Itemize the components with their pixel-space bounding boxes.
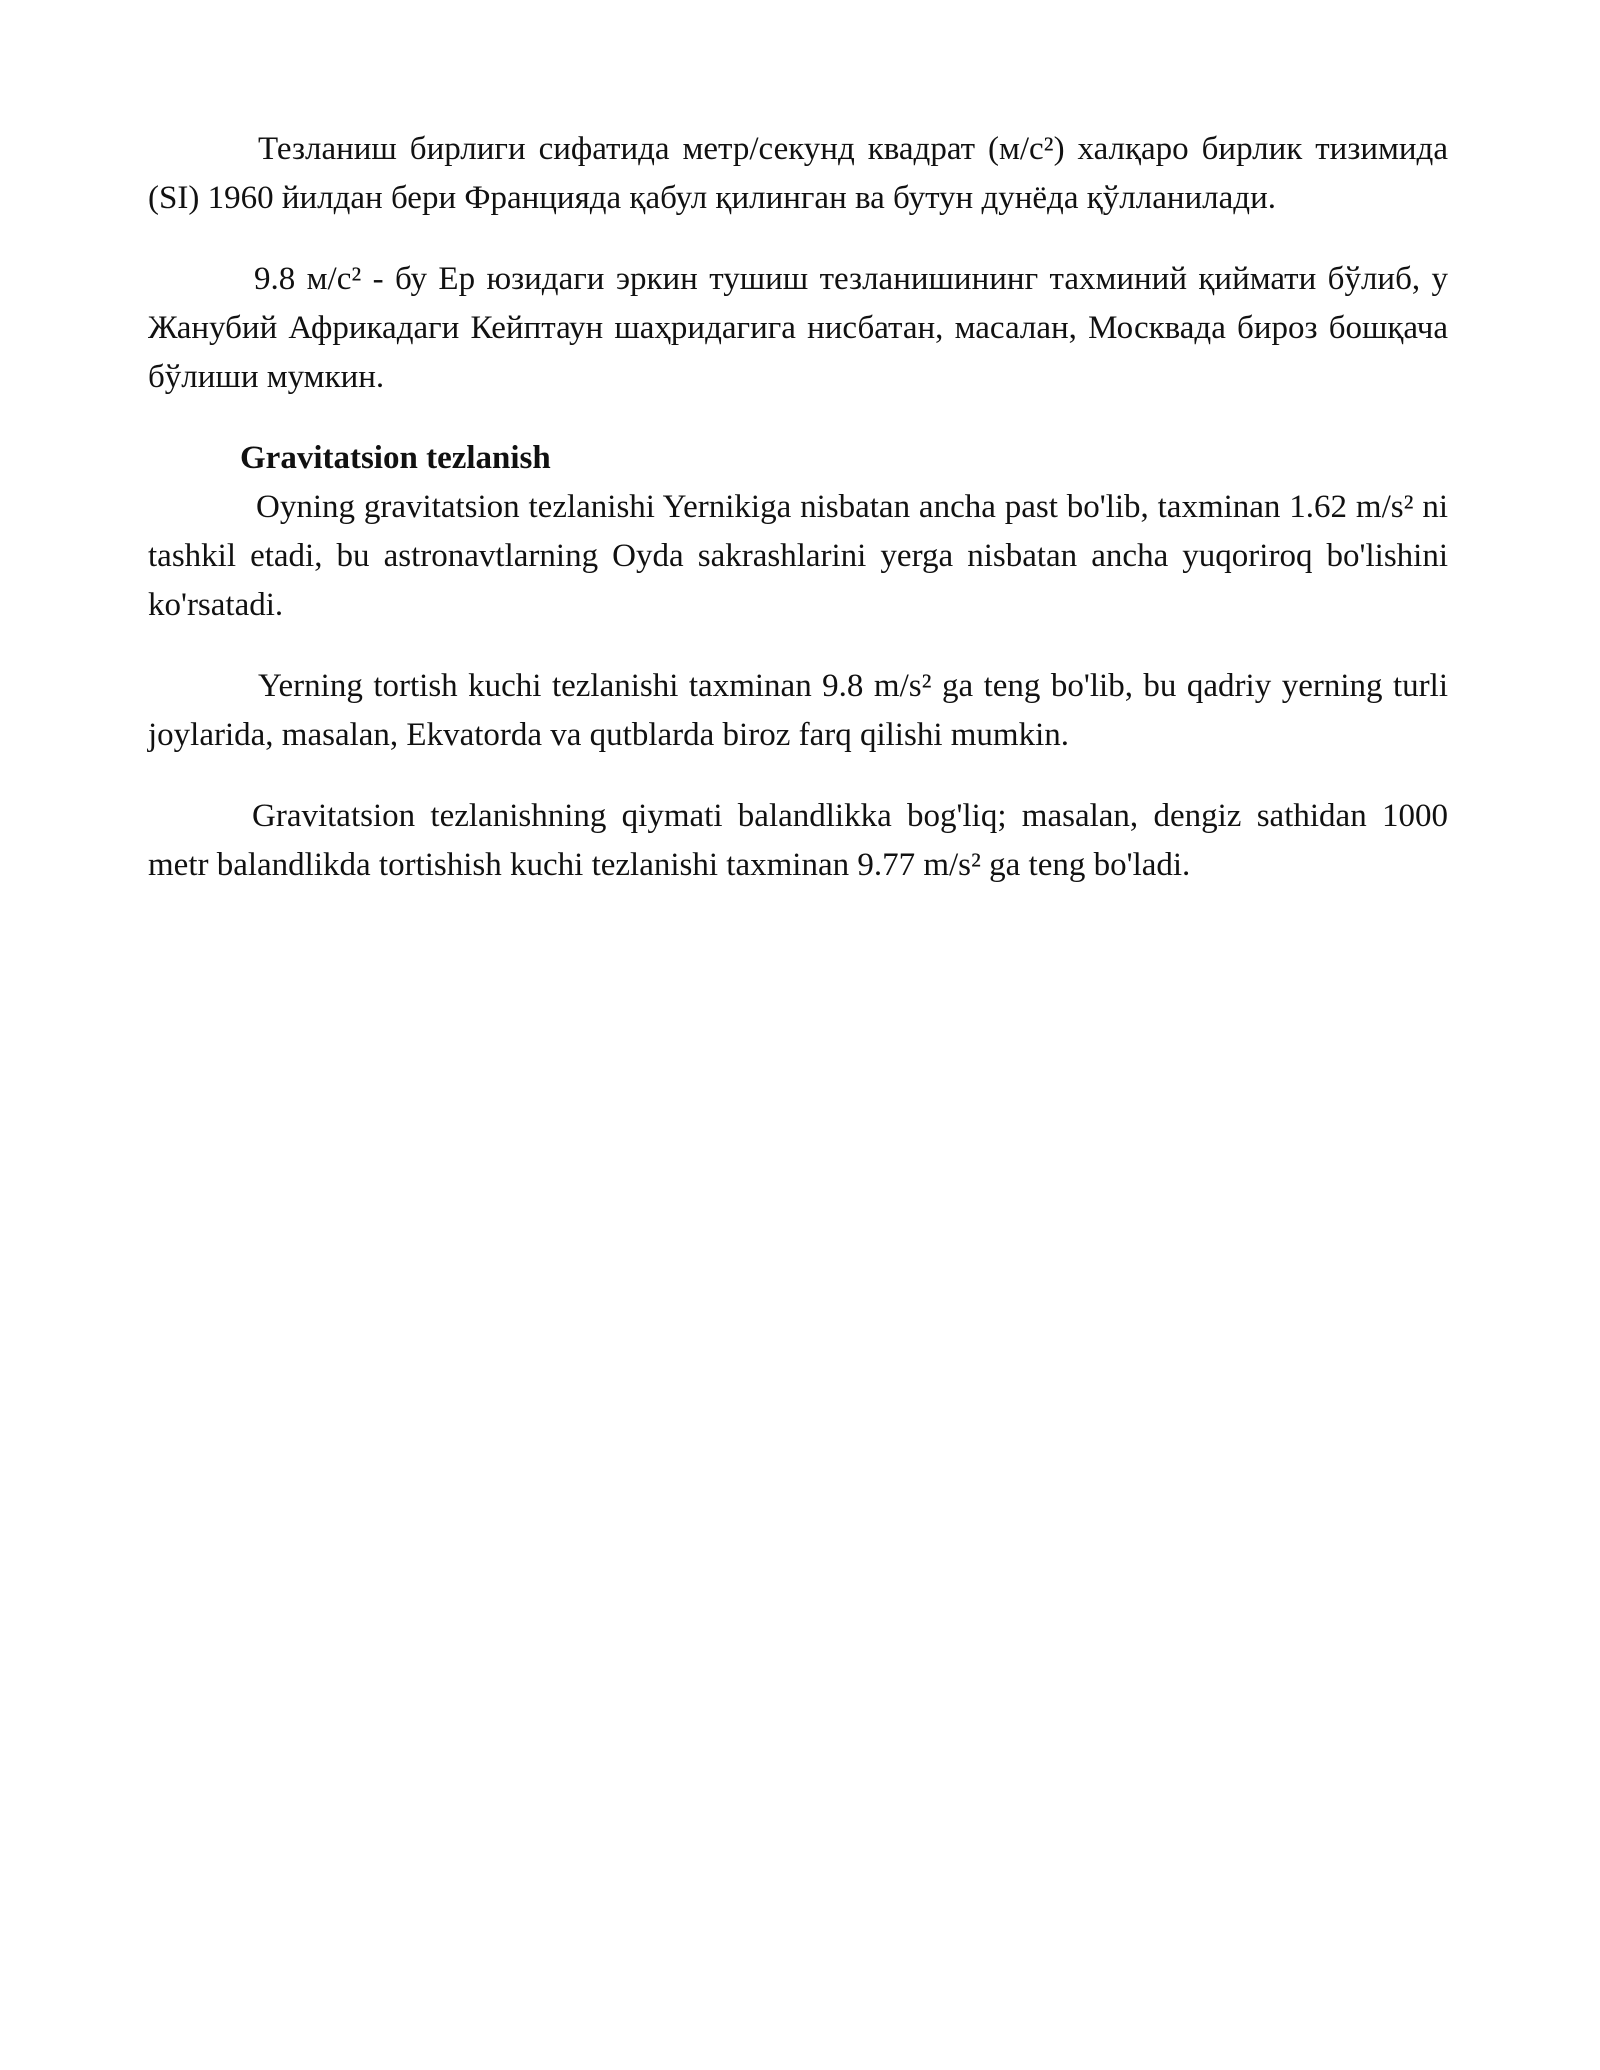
paragraph-si-unit: Тезланиш бирлиги сифатида метр/секунд квадрат (м/с²) халқаро бирлик тизимида (SI) 1960 йилдан бери Францияда қабул қилинган ва бутун дунёда қўлланилади. — [148, 131, 1448, 216]
document-body — [148, 125, 1448, 890]
paragraph-moon-gravity: Oyning gravitatsion tezlanishi Yernikiga nisbatan ancha past bo'lib, taxminan 1.62 m/s² ni tashkil etadi, bu astronavtlarning Oyda sakrashlarini yerga nisbatan ancha yuqoriroq bo'lishini ko'rsatadi. — [148, 489, 1448, 623]
paragraph-altitude-gravity: Gravitatsion tezlanishning qiymati balandlikka bog'liq; masalan, dengiz sathidan 1000 metr balandlikda tortishish kuchi tezlanishi taxminan 9.77 m/s² ga teng bo'ladi. — [148, 798, 1448, 883]
paragraph-earth-gravity: Yerning tortish kuchi tezlanishi taxminan 9.8 m/s² ga teng bo'lib, bu qadriy yerning turli joylarida, masalan, Ekvatorda va qutblarda biroz farq qilishi mumkin. — [148, 668, 1448, 753]
section-heading: Gravitatsion tezlanish — [240, 440, 551, 476]
paragraph-earth-acceleration-cyrillic: 9.8 м/с² - бу Ер юзидаги эркин тушиш тезланишининг тахминий қиймати бўлиб, у Жанубий Африкадаги Кейптаун шаҳридагига нисбатан, масалан, Москвада бироз бошқача бўлиши мумкин. — [148, 261, 1448, 395]
